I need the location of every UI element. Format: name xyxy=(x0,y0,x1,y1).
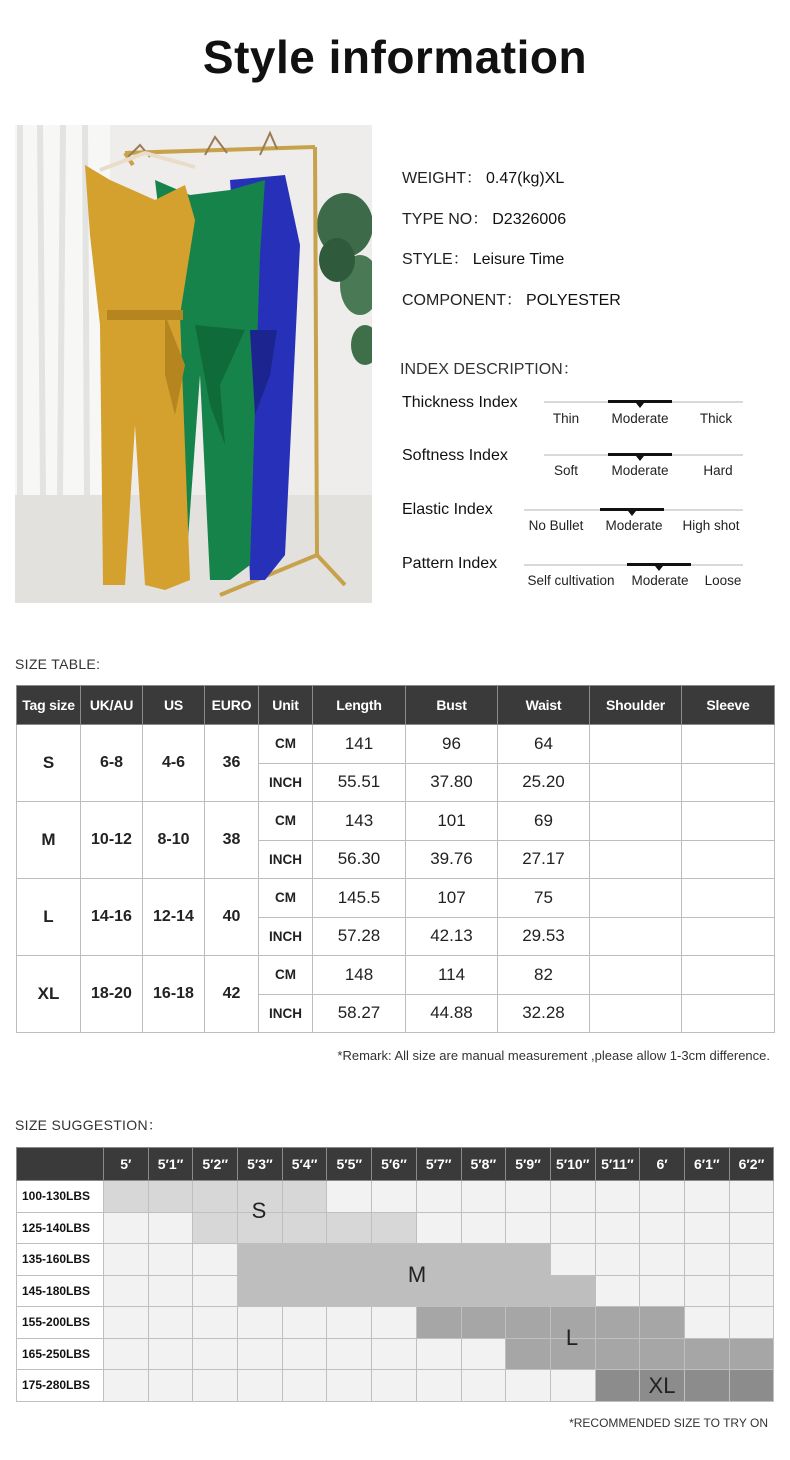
grid-cell xyxy=(506,1338,551,1370)
grid-cell xyxy=(372,1370,417,1402)
height-header: 5′4″ xyxy=(282,1148,327,1181)
column-header: US xyxy=(143,686,205,725)
column-header: EURO xyxy=(205,686,259,725)
grid-cell xyxy=(238,1370,283,1402)
index-option: High shot xyxy=(682,518,740,533)
unit-cell: CM xyxy=(259,802,313,841)
height-header: 5′3″ xyxy=(238,1148,283,1181)
bust-cell: 101 xyxy=(406,802,498,841)
index-option: Moderate xyxy=(611,411,669,426)
table-row xyxy=(17,1275,774,1307)
index-pointer xyxy=(628,511,636,516)
index-name-elastic: Elastic Index xyxy=(402,501,493,518)
table-row xyxy=(17,725,775,764)
uk-cell: 14-16 xyxy=(81,879,143,956)
size-cell: S xyxy=(17,725,81,802)
waist-cell: 29.53 xyxy=(498,917,590,956)
grid-cell xyxy=(640,1244,685,1276)
shoulder-cell xyxy=(590,840,682,879)
index-option: Moderate xyxy=(611,463,669,478)
shoulder-cell xyxy=(590,994,682,1033)
column-header: Sleeve xyxy=(682,686,775,725)
zone-label-s: S xyxy=(251,1198,267,1223)
grid-cell xyxy=(640,1275,685,1307)
spec-weight xyxy=(402,165,564,188)
index-pointer xyxy=(636,403,644,408)
grid-cell xyxy=(104,1244,149,1276)
grid-cell xyxy=(684,1338,729,1370)
waist-cell: 25.20 xyxy=(498,763,590,802)
spec-type-label: TYPE NO： xyxy=(402,211,489,228)
sleeve-cell xyxy=(682,994,775,1033)
length-cell: 56.30 xyxy=(313,840,406,879)
grid-cell xyxy=(282,1212,327,1244)
length-cell: 141 xyxy=(313,725,406,764)
grid-cell xyxy=(104,1338,149,1370)
shoulder-cell xyxy=(590,917,682,956)
grid-cell xyxy=(550,1370,595,1402)
height-header: 6′1″ xyxy=(684,1148,729,1181)
index-option: Loose xyxy=(704,573,742,588)
grid-cell xyxy=(327,1338,372,1370)
us-cell: 12-14 xyxy=(143,879,205,956)
weight-label: 125-140LBS xyxy=(17,1212,104,1244)
grid-cell xyxy=(640,1307,685,1339)
height-header: 5′7″ xyxy=(416,1148,461,1181)
grid-cell xyxy=(684,1212,729,1244)
uk-cell: 10-12 xyxy=(81,802,143,879)
size-cell: M xyxy=(17,802,81,879)
weight-label: 175-280LBS xyxy=(17,1370,104,1402)
grid-cell xyxy=(640,1338,685,1370)
grid-cell xyxy=(684,1181,729,1213)
column-header: Bust xyxy=(406,686,498,725)
waist-cell: 82 xyxy=(498,956,590,995)
zone-label-m: M xyxy=(407,1262,427,1287)
weight-label: 165-250LBS xyxy=(17,1338,104,1370)
weight-label: 135-160LBS xyxy=(17,1244,104,1276)
grid-cell xyxy=(327,1212,372,1244)
grid-cell xyxy=(595,1307,640,1339)
grid-cell xyxy=(104,1212,149,1244)
bust-cell: 37.80 xyxy=(406,763,498,802)
spec-type-value: D2326006 xyxy=(492,211,567,228)
grid-cell xyxy=(461,1307,506,1339)
bust-cell: 114 xyxy=(406,956,498,995)
spec-component-label: COMPONENT： xyxy=(402,292,523,309)
sleeve-cell xyxy=(682,956,775,995)
uk-cell: 18-20 xyxy=(81,956,143,1033)
grid-cell xyxy=(416,1338,461,1370)
height-header-row xyxy=(17,1148,774,1181)
grid-cell xyxy=(595,1275,640,1307)
index-pointer xyxy=(636,456,644,461)
shoulder-cell xyxy=(590,725,682,764)
bust-cell: 39.76 xyxy=(406,840,498,879)
grid-cell xyxy=(327,1181,372,1213)
grid-cell xyxy=(640,1212,685,1244)
grid-cell xyxy=(238,1307,283,1339)
grid-cell xyxy=(238,1244,283,1276)
remark-note: *Remark: All size are manual measurement ,please allow 1-3cm difference. xyxy=(337,1048,770,1063)
euro-cell: 38 xyxy=(205,802,259,879)
index-description-title: INDEX DESCRIPTION： xyxy=(400,361,579,378)
size-suggestion-grid xyxy=(16,1147,774,1402)
spec-style-value: Leisure Time xyxy=(472,251,565,268)
shoulder-cell xyxy=(590,763,682,802)
size-table xyxy=(16,685,775,1033)
height-header: 6′2″ xyxy=(729,1148,774,1181)
grid-cell xyxy=(729,1307,774,1339)
grid-cell xyxy=(193,1370,238,1402)
column-header: Tag size xyxy=(17,686,81,725)
size-suggestion-label: SIZE SUGGESTION： xyxy=(15,1117,163,1133)
table-row xyxy=(17,802,775,841)
euro-cell: 36 xyxy=(205,725,259,802)
grid-cell xyxy=(506,1275,551,1307)
grid-cell xyxy=(282,1181,327,1213)
unit-cell: INCH xyxy=(259,917,313,956)
grid-cell xyxy=(282,1275,327,1307)
sleeve-cell xyxy=(682,802,775,841)
grid-cell xyxy=(372,1307,417,1339)
grid-cell xyxy=(193,1338,238,1370)
grid-cell xyxy=(148,1212,193,1244)
table-row xyxy=(17,1307,774,1339)
waist-cell: 64 xyxy=(498,725,590,764)
bust-cell: 42.13 xyxy=(406,917,498,956)
length-cell: 58.27 xyxy=(313,994,406,1033)
grid-cell xyxy=(372,1181,417,1213)
index-option: Thin xyxy=(552,411,580,426)
spec-component-value: POLYESTER xyxy=(526,292,621,309)
table-row xyxy=(17,1181,774,1213)
grid-cell xyxy=(193,1181,238,1213)
grid-cell xyxy=(148,1275,193,1307)
unit-cell: INCH xyxy=(259,994,313,1033)
index-option: Self cultivation xyxy=(527,573,615,588)
grid-cell xyxy=(193,1307,238,1339)
index-name-softness: Softness Index xyxy=(402,447,508,464)
unit-cell: INCH xyxy=(259,763,313,802)
zone-label-xl: XL xyxy=(648,1373,676,1398)
spec-weight-label: WEIGHT： xyxy=(402,170,482,187)
height-header: 5′5″ xyxy=(327,1148,372,1181)
grid-cell xyxy=(550,1181,595,1213)
grid-cell xyxy=(372,1212,417,1244)
grid-cell xyxy=(595,1212,640,1244)
height-header: 5′1″ xyxy=(148,1148,193,1181)
grid-cell xyxy=(282,1307,327,1339)
sleeve-cell xyxy=(682,725,775,764)
grid-cell xyxy=(506,1244,551,1276)
grid-cell xyxy=(193,1212,238,1244)
length-cell: 57.28 xyxy=(313,917,406,956)
index-option: Soft xyxy=(553,463,579,478)
grid-cell xyxy=(416,1307,461,1339)
us-cell: 16-18 xyxy=(143,956,205,1033)
length-cell: 145.5 xyxy=(313,879,406,918)
grid-cell xyxy=(461,1212,506,1244)
grid-cell xyxy=(550,1244,595,1276)
grid-cell xyxy=(595,1181,640,1213)
size-cell: XL xyxy=(17,956,81,1033)
grid-cell xyxy=(238,1338,283,1370)
grid-cell xyxy=(282,1370,327,1402)
grid-cell xyxy=(595,1338,640,1370)
grid-cell xyxy=(193,1275,238,1307)
grid-cell xyxy=(461,1244,506,1276)
grid-cell xyxy=(327,1307,372,1339)
grid-cell xyxy=(461,1275,506,1307)
grid-cell xyxy=(104,1181,149,1213)
grid-cell xyxy=(729,1275,774,1307)
height-header: 5′11″ xyxy=(595,1148,640,1181)
zone-label-l: L xyxy=(565,1325,579,1350)
grid-cell xyxy=(238,1275,283,1307)
weight-label: 100-130LBS xyxy=(17,1181,104,1213)
height-header: 6′ xyxy=(640,1148,685,1181)
length-cell: 55.51 xyxy=(313,763,406,802)
grid-cell xyxy=(282,1244,327,1276)
unit-cell: CM xyxy=(259,956,313,995)
page-title: Style information xyxy=(202,31,588,83)
sleeve-cell xyxy=(682,840,775,879)
height-header: 5′6″ xyxy=(372,1148,417,1181)
index-name-thickness: Thickness Index xyxy=(402,394,518,411)
table-row xyxy=(17,879,775,918)
grid-cell xyxy=(416,1370,461,1402)
column-header: Unit xyxy=(259,686,313,725)
grid-cell xyxy=(595,1370,640,1402)
grid-cell xyxy=(461,1338,506,1370)
grid-cell xyxy=(104,1307,149,1339)
us-cell: 8-10 xyxy=(143,802,205,879)
product-photo xyxy=(15,125,372,603)
grid-cell xyxy=(327,1244,372,1276)
grid-cell xyxy=(684,1307,729,1339)
column-header: Shoulder xyxy=(590,686,682,725)
height-header: 5′10″ xyxy=(550,1148,595,1181)
grid-cell xyxy=(506,1181,551,1213)
column-header: Length xyxy=(313,686,406,725)
table-row xyxy=(17,1338,774,1370)
length-cell: 148 xyxy=(313,956,406,995)
waist-cell: 75 xyxy=(498,879,590,918)
waist-cell: 32.28 xyxy=(498,994,590,1033)
sleeve-cell xyxy=(682,917,775,956)
grid-cell xyxy=(684,1370,729,1402)
grid-cell xyxy=(416,1181,461,1213)
height-header: 5′9″ xyxy=(506,1148,551,1181)
spec-component xyxy=(402,287,621,310)
grid-cell xyxy=(461,1370,506,1402)
unit-cell: INCH xyxy=(259,840,313,879)
index-option: Moderate xyxy=(631,573,689,588)
grid-cell xyxy=(104,1370,149,1402)
index-pointer xyxy=(655,566,663,571)
length-cell: 143 xyxy=(313,802,406,841)
column-header: Waist xyxy=(498,686,590,725)
size-table-header-row xyxy=(17,686,775,725)
grid-cell xyxy=(148,1244,193,1276)
us-cell: 4-6 xyxy=(143,725,205,802)
index-option: Hard xyxy=(703,463,733,478)
grid-cell xyxy=(729,1338,774,1370)
grid-cell xyxy=(640,1181,685,1213)
grid-cell xyxy=(193,1244,238,1276)
table-row xyxy=(17,956,775,995)
bust-cell: 44.88 xyxy=(406,994,498,1033)
grid-cell xyxy=(595,1244,640,1276)
grid-cell xyxy=(729,1212,774,1244)
grid-cell xyxy=(148,1338,193,1370)
spec-style xyxy=(402,246,564,269)
spec-type xyxy=(402,206,566,229)
euro-cell: 40 xyxy=(205,879,259,956)
recommend-note: *RECOMMENDED SIZE TO TRY ON xyxy=(569,1416,768,1430)
grid-cell xyxy=(148,1181,193,1213)
waist-cell: 27.17 xyxy=(498,840,590,879)
height-header: 5′8″ xyxy=(461,1148,506,1181)
grid-cell xyxy=(506,1307,551,1339)
shoulder-cell xyxy=(590,879,682,918)
unit-cell: CM xyxy=(259,879,313,918)
spec-style-label: STYLE： xyxy=(402,251,469,268)
grid-cell xyxy=(550,1212,595,1244)
grid-cell xyxy=(327,1275,372,1307)
column-header: UK/AU xyxy=(81,686,143,725)
index-name-pattern: Pattern Index xyxy=(402,555,498,572)
grid-cell xyxy=(729,1244,774,1276)
grid-cell xyxy=(729,1181,774,1213)
grid-cell xyxy=(729,1370,774,1402)
sleeve-cell xyxy=(682,763,775,802)
grid-cell xyxy=(282,1338,327,1370)
euro-cell: 42 xyxy=(205,956,259,1033)
height-header: 5′2″ xyxy=(193,1148,238,1181)
index-option: Thick xyxy=(699,411,733,426)
unit-cell: CM xyxy=(259,725,313,764)
sleeve-cell xyxy=(682,879,775,918)
bust-cell: 107 xyxy=(406,879,498,918)
size-cell: L xyxy=(17,879,81,956)
spec-weight-value: 0.47(kg)XL xyxy=(486,170,565,187)
grid-cell xyxy=(684,1275,729,1307)
table-row xyxy=(17,1212,774,1244)
weight-label: 155-200LBS xyxy=(17,1307,104,1339)
weight-label: 145-180LBS xyxy=(17,1275,104,1307)
uk-cell: 6-8 xyxy=(81,725,143,802)
grid-cell xyxy=(416,1212,461,1244)
index-option: Moderate xyxy=(605,518,663,533)
height-header: 5′ xyxy=(104,1148,149,1181)
grid-cell xyxy=(506,1212,551,1244)
shoulder-cell xyxy=(590,802,682,841)
grid-cell xyxy=(684,1244,729,1276)
grid-cell xyxy=(148,1370,193,1402)
grid-cell xyxy=(327,1370,372,1402)
grid-cell xyxy=(461,1181,506,1213)
bust-cell: 96 xyxy=(406,725,498,764)
grid-cell xyxy=(372,1338,417,1370)
shoulder-cell xyxy=(590,956,682,995)
grid-cell xyxy=(506,1370,551,1402)
index-option: No Bullet xyxy=(528,518,584,533)
grid-cell xyxy=(148,1307,193,1339)
grid-cell xyxy=(104,1275,149,1307)
waist-cell: 69 xyxy=(498,802,590,841)
corner-header xyxy=(17,1148,104,1181)
grid-cell xyxy=(550,1275,595,1307)
size-table-label: SIZE TABLE: xyxy=(15,656,101,672)
table-row xyxy=(17,1244,774,1276)
